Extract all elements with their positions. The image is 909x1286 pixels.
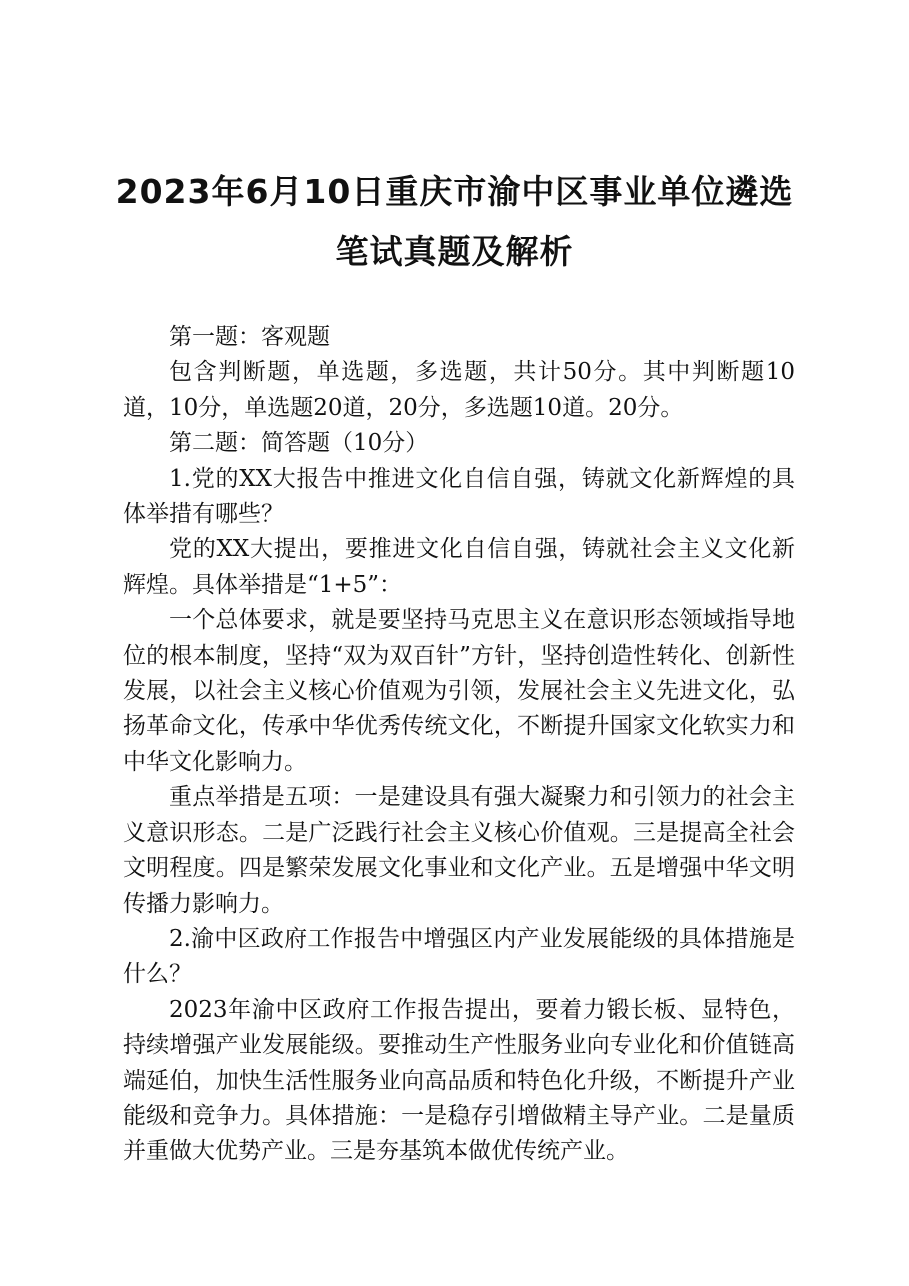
answer-1-key-measures: 重点举措是五项：一是建设具有强大凝聚力和引领力的社会主义意识形态。二是广泛践行社会主义核心价值观。三是提高全社会文明程度。四是繁荣发展文化事业和文化产业。五是增强中华文明传播力影响力。 bbox=[123, 784, 795, 917]
document-title-line1: 2023年6月10日重庆市渝中区事业单位遴选 bbox=[115, 172, 794, 211]
answer-1-intro: 党的XX大提出，要推进文化自信自强，铸就社会主义文化新辉煌。具体举措是“1+5”： bbox=[123, 536, 795, 598]
answer-1-general-requirement: 一个总体要求，就是要坚持马克思主义在意识形态领域指导地位的根本制度，坚持“双为双百针”方针，坚持创造性转化、创新性发展，以社会主义核心价值观为引领，发展社会主义先进文化，弘扬革命文化，传承中华优秀传统文化，不断提升国家文化软实力和中华文化影响力。 bbox=[123, 607, 795, 775]
paragraph-objective-description: 包含判断题，单选题，多选题，共计50分。其中判断题10道，10分，单选题20道，20分，多选题10道。20分。 bbox=[123, 359, 795, 421]
question-1: 1.党的XX大报告中推进文化自信自强，铸就文化新辉煌的具体举措有哪些？ bbox=[123, 465, 795, 528]
section-heading-objective: 第一题：客观题 bbox=[169, 324, 330, 350]
section-heading-short-answer: 第二题：简答题（10分） bbox=[169, 430, 429, 457]
answer-2: 2023年渝中区政府工作报告提出，要着力锻长板、显特色，持续增强产业发展能级。要推动生产性服务业向专业化和价值链高端延伯，加快生活性服务业向高品质和特色化升级，不断提升产业能级和竞争力。具体措施：一是稳存引增做精主导产业。二是量质并重做大优势产业。三是夯基筑本做优传统产业。 bbox=[123, 996, 795, 1165]
document-title-line2: 笔试真题及解析 bbox=[335, 232, 574, 271]
document-body bbox=[123, 320, 795, 1170]
question-2: 2.渝中区政府工作报告中增强区内产业发展能级的具体措施是什么？ bbox=[123, 925, 795, 988]
